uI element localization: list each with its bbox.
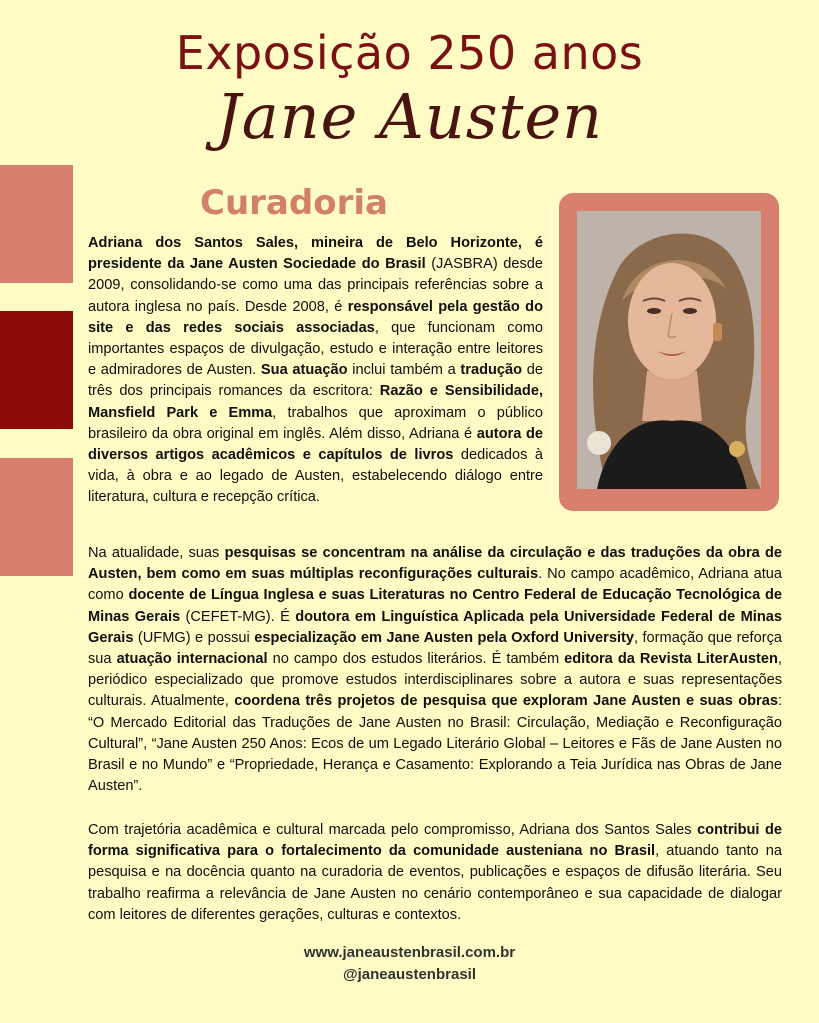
- text-run: , periódico especializado que promove estudos interdisciplinares sobre a autora e suas representações culturais. Atualmente,: [88, 651, 782, 710]
- text-run: (JASBRA) desde 2009, consolidando-se como uma das principais referências sobre a autora inglesa no país. Desde 2008, é: [88, 256, 543, 315]
- text-run: dedicados à vida, à obra e ao legado de Austen, estabelecendo diálogo entre literatura, cultura e recepção crítica.: [88, 447, 543, 506]
- photo-frame: [559, 193, 779, 511]
- decorative-bar-middle: [0, 311, 73, 429]
- text-run: : “O Mercado Editorial das Traduções de Jane Austen no Brasil: Circulação, Mediação e Reconfiguração Cultural”, “Jane Austen 250 Anos: Ecos de um Legado Literário Global – Leitores e Fãs de Jane Austen no Brasil e no Mundo” e “Propriedade, Herança e Casamento: Explorando a Teia Jurídica nas Obras de Jane Austen”.: [88, 693, 782, 795]
- bold-text-run: especialização em Jane Austen pela Oxford University: [254, 629, 634, 646]
- text-run: no campo dos estudos literários. É também: [267, 651, 565, 668]
- intro-paragraph: [88, 233, 543, 509]
- exhibition-title: Exposição 250 anos: [175, 26, 644, 80]
- decorative-bar-top: [0, 165, 73, 283]
- text-run: Na atualidade, suas: [88, 545, 225, 561]
- bold-text-run: Razão e Sensibilidade, Mansfield Park e Emma: [88, 383, 543, 421]
- portrait-photo: [577, 211, 761, 489]
- text-run: inclui também a: [347, 362, 461, 379]
- text-run: (UFMG) e possui: [133, 629, 255, 646]
- section-heading: Curadoria: [200, 183, 388, 223]
- script-title: Jane Austen: [215, 80, 604, 153]
- bold-text-run: doutora em Linguística Aplicada pela Universidade Federal de Minas Gerais: [88, 608, 782, 646]
- bold-text-run: tradução: [460, 362, 523, 379]
- bold-text-run: Adriana dos Santos Sales, mineira de Belo Horizonte, é presidente da Jane Austen Sociedade do Brasil: [88, 235, 543, 273]
- bold-text-run: coordena três projetos de pesquisa que exploram Jane Austen e suas obras: [234, 693, 778, 710]
- text-run: de três dos principais romances da escritora:: [88, 362, 543, 400]
- bold-text-run: pesquisas se concentram na análise da circulação e das traduções da obra de Austen, bem como em suas múltiplas reconfigurações culturais: [88, 545, 782, 583]
- bold-text-run: autora de diversos artigos acadêmicos e capítulos de livros: [88, 425, 544, 464]
- social-handle[interactable]: @janeaustenbrasil: [342, 966, 476, 983]
- bold-text-run: editora da Revista LiterAusten: [564, 651, 778, 668]
- text-run: , formação que reforça sua: [88, 629, 782, 668]
- text-run: Com trajetória acadêmica e cultural marcada pelo compromisso, Adriana dos Santos Sales: [88, 822, 698, 838]
- bold-text-run: contribui de forma significativa para o fortalecimento da comunidade austeniana no Brasil: [88, 822, 782, 860]
- website-link[interactable]: www.janeaustenbrasil.com.br: [303, 944, 516, 961]
- research-paragraph: [88, 543, 782, 797]
- bold-text-run: docente de Língua Inglesa e suas Literaturas no Centro Federal de Educação Tecnológica de Minas Gerais: [88, 587, 782, 625]
- text-run: (CEFET-MG). É: [180, 608, 296, 625]
- bold-text-run: atuação internacional: [116, 651, 268, 668]
- bold-text-run: responsável pela gestão do site e das redes sociais associadas: [88, 298, 543, 336]
- text-run: , atuando tanto na pesquisa e na docência quanto na curadoria de eventos, publicações e espaços de difusão literária. Seu trabalho reafirma a relevância de Jane Austen no cenário contemporâneo e sua capacidade de dialogar com leitores de diferentes gerações, culturas e contextos.: [88, 843, 782, 923]
- text-run: , trabalhos que aproximam o público brasileiro da obra original em inglês. Além disso, Adriana é: [88, 404, 543, 442]
- closing-paragraph: [88, 820, 782, 926]
- bold-text-run: Sua atuação: [260, 362, 348, 379]
- portrait-illustration: [577, 211, 761, 489]
- text-run: , que funcionam como importantes espaços de divulgação, estudo e interação entre leitores e admiradores de Austen.: [88, 319, 543, 379]
- text-run: . No campo acadêmico, Adriana atua como: [88, 566, 782, 604]
- decorative-bar-bottom: [0, 458, 73, 576]
